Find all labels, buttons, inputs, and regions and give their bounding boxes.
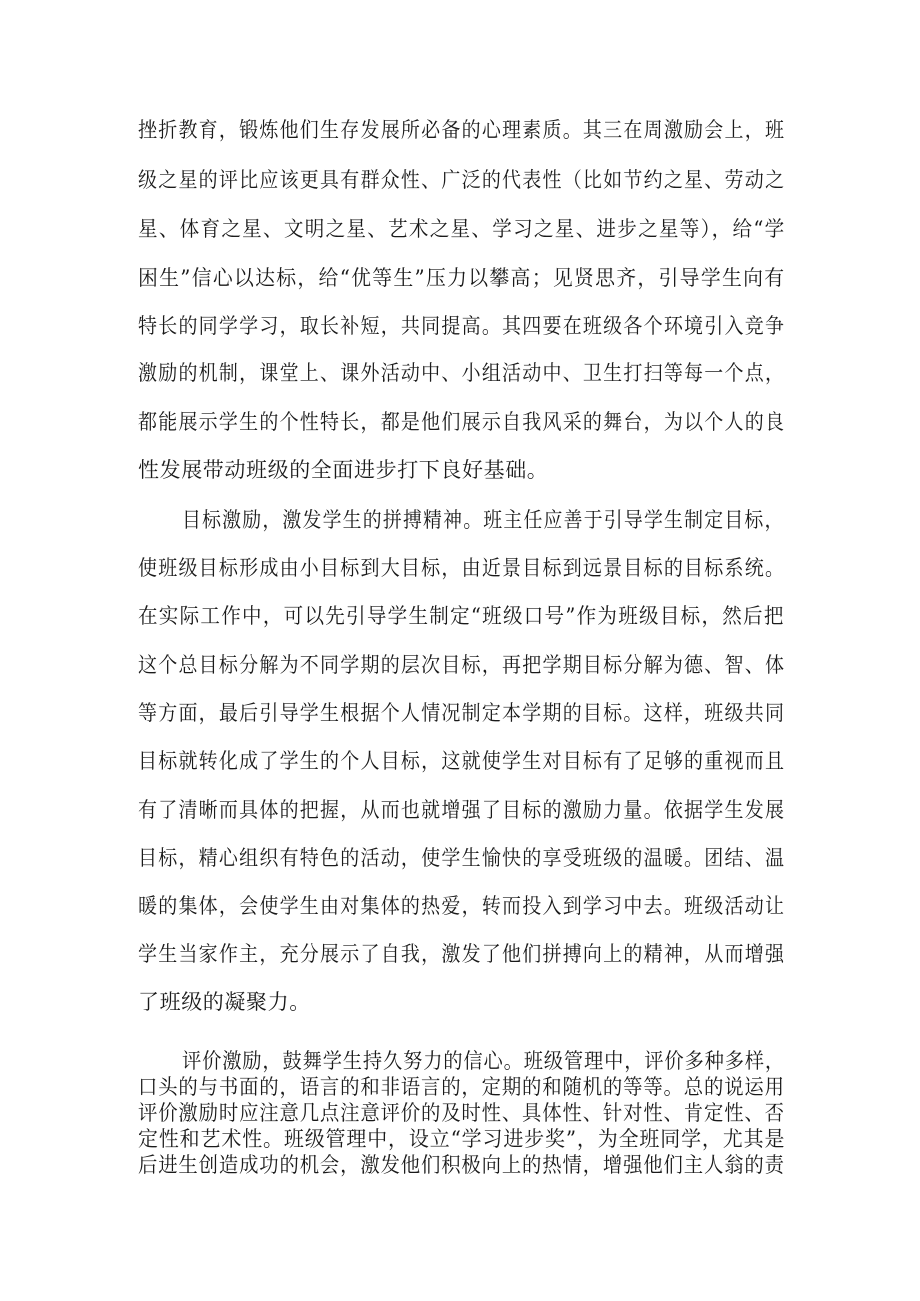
text-line: 有了清晰而具体的把握，从而也就增强了目标的激励力量。依据学生发展	[138, 798, 786, 822]
text-line: 了班级的凝聚力。	[138, 990, 311, 1014]
text-line: 学生当家作主，充分展示了自我，激发了他们拼搏向上的精神，从而增强	[138, 942, 786, 966]
text-line: 目标就转化成了学生的个人目标，这就使学生对目标有了足够的重视而且	[138, 749, 786, 773]
text-line: 特长的同学学习，取长补短，共同提高。其四要在班级各个环境引入竞争	[138, 314, 786, 338]
text-line: 定性和艺术性。班级管理中，设立“学习进步奖”，为全班同学，尤其是	[138, 1127, 786, 1151]
text-line: 口头的与书面的，语言的和非语言的，定期的和随机的等等。总的说运用	[138, 1075, 785, 1099]
text-line: 评价激励时应注意几点注意评价的及时性、具体性、针对性、肯定性、否	[138, 1101, 785, 1125]
text-line: 都能展示学生的个性特长，都是他们展示自我风采的舞台，为以个人的良	[138, 410, 786, 434]
text-line: 评价激励，鼓舞学生持久努力的信心。班级管理中，评价多种多样，	[182, 1049, 785, 1073]
text-line: 在实际工作中，可以先引导学生制定“班级口号”作为班级目标，然后把	[138, 604, 785, 628]
text-line: 性发展带动班级的全面进步打下良好基础。	[138, 458, 549, 482]
text-line: 等方面，最后引导学生根据个人情况制定本学期的目标。这样，班级共同	[138, 701, 786, 725]
text-line: 级之星的评比应该更具有群众性、广泛的代表性（比如节约之星、劳动之	[138, 168, 786, 192]
text-line: 目标激励，激发学生的拼搏精神。班主任应善于引导学生制定目标，	[182, 508, 785, 532]
text-line: 后进生创造成功的机会，激发他们积极向上的热情，增强他们主人翁的责	[138, 1153, 785, 1177]
text-line: 使班级目标形成由小目标到大目标，由近景目标到远景目标的目标系统。	[138, 556, 786, 580]
text-line: 这个总目标分解为不同学期的层次目标，再把学期目标分解为德、智、体	[138, 653, 786, 677]
text-line: 目标，精心组织有特色的活动，使学生愉快的享受班级的温暖。团结、温	[138, 846, 786, 870]
text-line: 困生”信心以达标，给“优等生”压力以攀高；见贤思齐，引导学生向有	[138, 266, 786, 290]
text-line: 星、体育之星、文明之星、艺术之星、学习之星、进步之星等），给“学	[138, 217, 786, 241]
text-line: 暖的集体，会使学生由对集体的热爱，转而投入到学习中去。班级活动让	[138, 894, 786, 918]
text-line: 挫折教育，锻炼他们生存发展所必备的心理素质。其三在周激励会上，班	[138, 118, 786, 142]
text-line: 激励的机制，课堂上、课外活动中、小组活动中、卫生打扫等每一个点，	[138, 361, 786, 385]
